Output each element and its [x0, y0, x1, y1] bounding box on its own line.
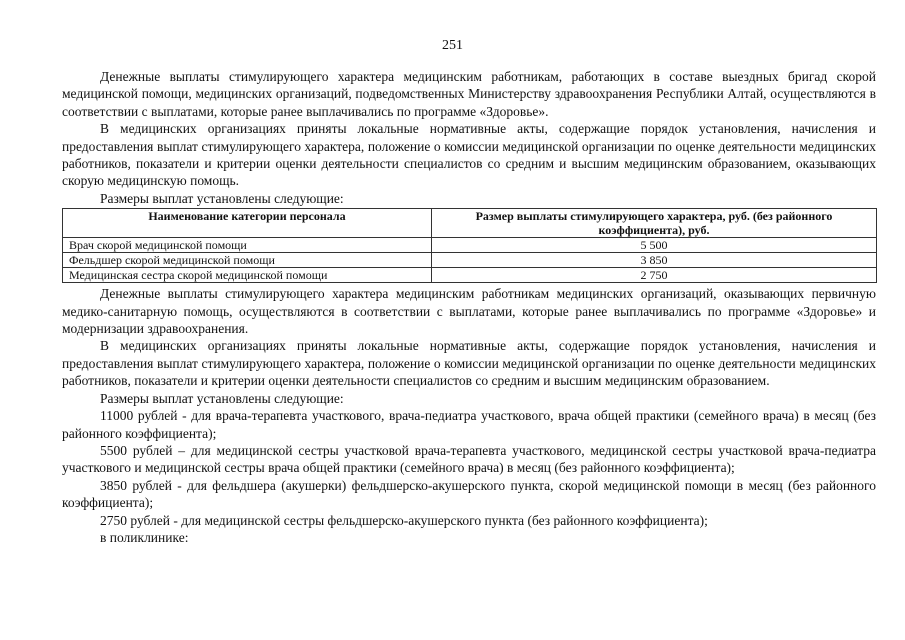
table-row	[63, 238, 877, 253]
paragraph: Размеры выплат установлены следующие:	[100, 190, 344, 206]
list-item: 2750 рублей - для медицинской сестры фельдшерско-акушерского пункта (без районного коэффициента);	[100, 512, 708, 528]
table-cell-amount: 5 500	[432, 238, 877, 253]
payment-rates-table	[62, 208, 877, 283]
table-cell-category: Врач скорой медицинской помощи	[63, 238, 432, 253]
paragraph: Размеры выплат установлены следующие:	[100, 390, 344, 406]
table-cell-amount: 2 750	[432, 268, 877, 283]
table-row	[63, 268, 877, 283]
paragraph: В медицинских организациях приняты локальные нормативные акты, содержащие порядок установления, начисления и предоставления выплат стимулирующего характера, положение о комиссии медицинской организации по оценке деятельности медицинских работников, показатели и критерии оценки деятельности специалистов со средним и высшим медицинским образованием.	[62, 338, 876, 389]
page-number: 251	[442, 38, 463, 53]
page-content	[62, 68, 876, 546]
table-cell-category: Фельдшер скорой медицинской помощи	[63, 253, 432, 268]
paragraph: Денежные выплаты стимулирующего характера медицинским работникам медицинских организаций, оказывающих первичную медико-санитарную помощь, осуществляются в соответствии с выплатами, которые ранее выплачивались по программе «Здоровье» и модернизации здравоохранения.	[62, 286, 876, 337]
list-item: 3850 рублей - для фельдшера (акушерки) фельдшерско-акушерского пункта, скорой медицинской помощи в месяц (без районного коэффициента);	[62, 477, 876, 511]
list-item: 11000 рублей - для врача-терапевта участкового, врача-педиатра участкового, врача общей практики (семейного врача) в месяц (без районного коэффициента);	[62, 408, 876, 441]
table-header-amount: Размер выплаты стимулирующего характера, руб. (без районного коэффициента), руб.	[432, 209, 877, 238]
table-header-category: Наименование категории персонала	[63, 209, 432, 238]
table-header-row	[63, 209, 877, 238]
table-cell-amount: 3 850	[432, 253, 877, 268]
paragraph: В медицинских организациях приняты локальные нормативные акты, содержащие порядок установления, начисления и предоставления выплат стимулирующего характера, положение о комиссии медицинской организации по оценке деятельности медицинских работников, показатели и критерии оценки деятельности специалистов со средним и высшим медицинским образованием, оказывающих скорую медицинскую помощь.	[62, 121, 876, 189]
list-item: в поликлинике:	[100, 529, 189, 545]
table-cell-category: Медицинская сестра скорой медицинской помощи	[63, 268, 432, 283]
table-row	[63, 253, 877, 268]
list-item: 5500 рублей – для медицинской сестры участковой врача-терапевта участкового, медицинской сестры участковой врача-педиатра участкового и медицинской сестры врача общей практики (семейного врача) в месяц (без районного коэффициента);	[62, 442, 876, 476]
paragraph: Денежные выплаты стимулирующего характера медицинским работникам, работающих в составе выездных бригад скорой медицинской помощи, медицинских организаций, подведомственных Министерству здравоохранения Республики Алтай, осуществляются в соответствии с выплатами, которые ранее выплачивались по программе «Здоровье».	[62, 69, 876, 119]
